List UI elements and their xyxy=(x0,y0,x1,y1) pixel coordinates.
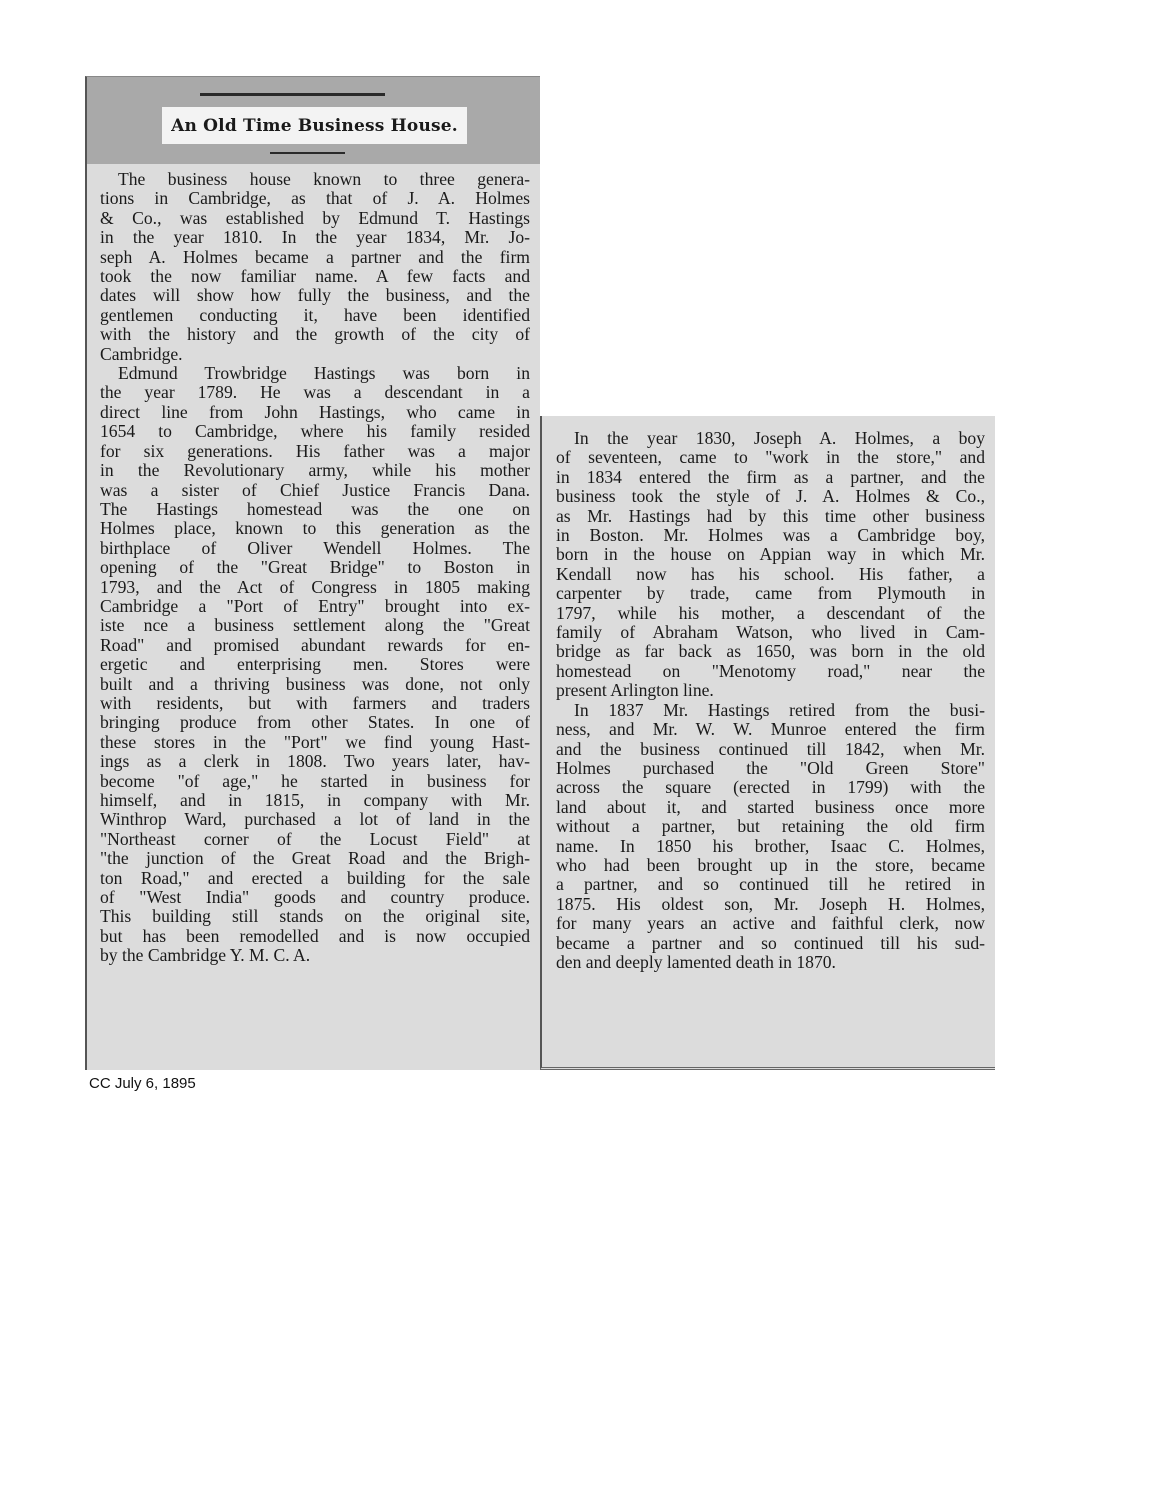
article-line: The business house known to three genera- xyxy=(118,170,530,189)
article-line: opening of the "Great Bridge" to Boston in xyxy=(100,558,530,578)
article-line: of seventeen, came to "work in the store," and xyxy=(556,448,985,468)
right-column-text xyxy=(556,429,985,972)
article-line: "the junction of the Great Road and the Brigh- xyxy=(100,849,530,869)
article-line: in Boston. Mr. Holmes was a Cambridge boy, xyxy=(556,526,985,546)
article-line: Edmund Trowbridge Hastings was born in xyxy=(118,364,530,384)
article-line: across the square (erected in 1799) with the xyxy=(556,778,985,798)
article-line: bridge as far back as 1650, was born in the old xyxy=(556,642,985,662)
article-line: 1797, while his mother, a descendant of the xyxy=(556,603,985,623)
article-line: built and a thriving business was done, not only xyxy=(100,674,530,694)
article-line: In 1837 Mr. Hastings retired from the busi- xyxy=(574,700,985,720)
article-line: den and deeply lamented death in 1870. xyxy=(556,952,836,972)
article-line: gentlemen conducting it, have been identified xyxy=(100,305,530,325)
article-line: for six generations. His father was a major xyxy=(100,441,530,461)
article-line: became a partner and so continued till his sud- xyxy=(556,933,985,953)
article-line: business took the style of J. A. Holmes & Co., xyxy=(556,487,985,507)
article-line: the year 1789. He was a descendant in a xyxy=(100,383,530,403)
article-line: who had been brought up in the store, became xyxy=(556,855,985,875)
article-line: 1793, and the Act of Congress in 1805 making xyxy=(100,577,530,597)
article-line: in the Revolutionary army, while his mother xyxy=(100,461,530,481)
article-line: these stores in the "Port" we find young Hast- xyxy=(100,732,530,752)
left-column-text xyxy=(100,170,530,966)
article-line: but has been remodelled and is now occupied xyxy=(100,926,530,946)
header-band xyxy=(87,77,540,164)
article-line: was a sister of Chief Justice Francis Dana. xyxy=(100,480,530,500)
ornamental-rule-top xyxy=(200,93,385,96)
article-clipping-left xyxy=(85,76,540,1070)
article-line: iste nce a business settlement along the "Great xyxy=(100,616,530,636)
article-line: in 1834 entered the firm as a partner, and the xyxy=(556,467,985,487)
article-line: with the history and the growth of the city of xyxy=(100,325,530,345)
article-line: ings as a clerk in 1808. Two years later, hav- xyxy=(100,752,530,772)
article-line: for many years an active and faithful clerk, now xyxy=(556,914,985,934)
article-line: of "West India" goods and country produce. xyxy=(100,888,530,908)
article-line: & Co., was established by Edmund T. Hastings xyxy=(100,208,530,228)
article-line: took the now familiar name. A few facts and xyxy=(100,267,530,287)
article-line: land about it, and started business once more xyxy=(556,797,985,817)
article-line: ness, and Mr. W. W. Munroe entered the firm xyxy=(556,720,985,740)
article-line: in the year 1810. In the year 1834, Mr. Jo- xyxy=(100,228,530,248)
article-line: himself, and in 1815, in company with Mr. xyxy=(100,791,530,810)
article-line: by the Cambridge Y. M. C. A. xyxy=(100,946,311,966)
article-clipping-right xyxy=(540,416,995,1070)
article-line: ton Road," and erected a building for the sale xyxy=(100,868,530,888)
ornamental-rule-bottom xyxy=(270,152,345,154)
article-title: An Old Time Business House. xyxy=(162,107,467,144)
article-line: Holmes purchased the "Old Green Store" xyxy=(556,758,985,778)
article-line: dates will show how fully the business, and the xyxy=(100,286,530,306)
article-line: 1654 to Cambridge, where his family resided xyxy=(100,422,530,442)
article-line: without a partner, but retaining the old firm xyxy=(556,817,985,837)
article-line: birthplace of Oliver Wendell Holmes. The xyxy=(100,538,530,558)
article-line: In the year 1830, Joseph A. Holmes, a boy xyxy=(574,429,985,448)
article-line: 1875. His oldest son, Mr. Joseph H. Holmes, xyxy=(556,894,985,914)
article-line: become "of age," he started in business for xyxy=(100,771,530,791)
article-line: and the business continued till 1842, when Mr. xyxy=(556,739,985,759)
article-line: Cambridge a "Port of Entry" brought into ex- xyxy=(100,596,530,616)
article-line: born in the house on Appian way in which Mr. xyxy=(556,545,985,565)
article-line: as Mr. Hastings had by this time other business xyxy=(556,506,985,526)
article-line: carpenter by trade, came from Plymouth in xyxy=(556,584,985,604)
article-line: name. In 1850 his brother, Isaac C. Holmes, xyxy=(556,836,985,856)
article-line: with residents, but with farmers and traders xyxy=(100,693,530,713)
article-line: Cambridge. xyxy=(100,344,183,364)
source-caption: CC July 6, 1895 xyxy=(89,1075,196,1092)
article-line: The Hastings homestead was the one on xyxy=(100,499,530,519)
article-line: family of Abraham Watson, who lived in Cam- xyxy=(556,623,985,643)
article-line: present Arlington line. xyxy=(556,681,714,701)
article-line: "Northeast corner of the Locust Field" at xyxy=(100,829,530,849)
article-line: a partner, and so continued till he retired in xyxy=(556,875,985,895)
article-line: bringing produce from other States. In one of xyxy=(100,713,530,733)
article-line: seph A. Holmes became a partner and the firm xyxy=(100,247,530,267)
article-line: direct line from John Hastings, who came in xyxy=(100,402,530,422)
article-line: Kendall now has his school. His father, a xyxy=(556,564,985,584)
article-line: This building still stands on the original site, xyxy=(100,907,530,927)
article-line: homestead on "Menotomy road," near the xyxy=(556,661,985,681)
article-line: Winthrop Ward, purchased a lot of land in the xyxy=(100,810,530,830)
article-line: Holmes place, known to this generation as the xyxy=(100,519,530,539)
article-line: tions in Cambridge, as that of J. A. Holmes xyxy=(100,189,530,209)
article-line: Road" and promised abundant rewards for en- xyxy=(100,635,530,655)
article-line: ergetic and enterprising men. Stores were xyxy=(100,655,530,675)
